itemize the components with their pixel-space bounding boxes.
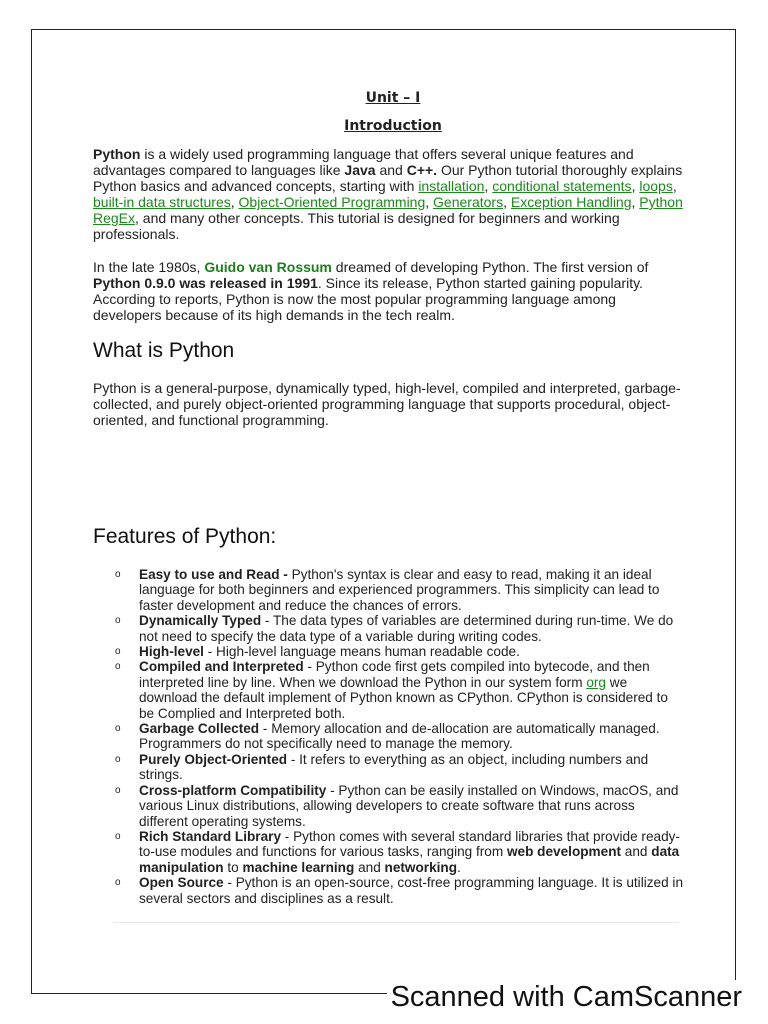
java-bold: Java: [344, 162, 376, 178]
feature-title: Compiled and Interpreted: [139, 659, 304, 675]
link-generators[interactable]: Generators: [433, 194, 504, 210]
link-built-in-data-structures[interactable]: built-in data structures: [93, 194, 231, 210]
feature-title: Dynamically Typed: [139, 613, 262, 629]
guido-van-rossum: Guido van Rossum: [204, 259, 332, 275]
what-is-python-heading: What is Python: [93, 339, 235, 362]
feature-item: [93, 752, 683, 783]
bullet-icon: o: [115, 830, 121, 842]
intro-paragraph: Python is a widely used programming language that offers several unique features and advantages compared to languages like Java and C++. Our Python tutorial thoroughly explains Python basics and advanced concepts, starting with installation, conditional statements, loops, built-in data structures, Object-Oriented Programming, Generators, Exception Handling, Python RegEx, and many other concepts. This tutorial is designed for beginners and working professionals.: [93, 146, 683, 242]
python-bold: Python: [93, 146, 141, 162]
bullet-icon: o: [115, 877, 121, 889]
history-text-2: dreamed of developing Python. The first version of: [331, 259, 649, 275]
feature-item: [93, 613, 683, 644]
intro-text-2: and: [375, 162, 407, 178]
document-content: [93, 88, 683, 906]
feature-item: [93, 875, 683, 906]
bullet-icon: o: [115, 723, 121, 735]
feature-text: - Python comes with several standard libraries that provide ready-to-use modules and functions for various tasks, ranging from: [139, 828, 680, 860]
history-paragraph: [93, 259, 683, 323]
feature-text: - It refers to everything as an object, including numbers and strings.: [139, 751, 649, 783]
feature-bold-term: machine learning: [242, 859, 355, 875]
feature-text: - Python code first gets compiled into bytecode, and then interpreted line by line. When we download the Python in our system form: [139, 659, 650, 690]
link-loops[interactable]: loops: [639, 178, 673, 194]
features-list: [93, 567, 683, 906]
feature-item: [93, 644, 683, 659]
feature-title: Cross-platform Compatibility: [139, 782, 327, 798]
bullet-icon: o: [115, 753, 121, 765]
feature-item: [93, 659, 683, 721]
cpp-bold: C++.: [406, 162, 438, 178]
feature-text: and: [354, 859, 385, 875]
link-exception-handling[interactable]: Exception Handling: [510, 194, 632, 210]
link-conditional-statements[interactable]: conditional statements: [492, 178, 632, 194]
feature-text: Python's syntax is clear and easy to read, making it an ideal language for both beginners and experienced programmers. This simplicity can lead to faster development and reduce the chances of errors.: [139, 567, 660, 613]
feature-bold-term: web development: [506, 844, 622, 860]
feature-text: .: [457, 859, 461, 875]
intro-text-3: Our Python tutorial thoroughly explains Python basics and advanced concepts, starting with: [93, 162, 683, 194]
link-installation[interactable]: installation: [418, 178, 485, 194]
feature-text: - Python is an open-source, cost-free programming language. It is utilized in several sectors and disciplines as a result.: [139, 875, 684, 906]
introduction-heading: Introduction: [344, 118, 442, 134]
feature-text: - High-level language means human readable code.: [203, 644, 520, 660]
feature-title: Open Source: [139, 875, 224, 891]
bullet-icon: o: [115, 646, 121, 658]
history-text-1: In the late 1980s,: [93, 259, 205, 275]
feature-title: Rich Standard Library: [139, 828, 282, 844]
feature-bold-term: networking: [384, 859, 458, 875]
bullet-icon: o: [115, 569, 121, 580]
feature-item: [93, 721, 683, 752]
feature-item: [93, 829, 683, 875]
link-org[interactable]: org: [586, 674, 606, 690]
features-heading: Features of Python:: [93, 525, 277, 548]
feature-text: we download the default implement of Python known as CPython. CPython is considered to be Complied and Interpreted both.: [139, 674, 668, 721]
feature-item: [93, 783, 683, 829]
feature-text: to: [223, 859, 243, 875]
history-text-3: . Since its release, Python started gaining popularity. According to reports, Python is now the most popular programming language among developers because of its high demands in the tech realm.: [93, 275, 643, 323]
feature-text: and: [621, 844, 652, 860]
link-object-oriented-programming[interactable]: Object-Oriented Programming: [238, 194, 426, 210]
release-bold: Python 0.9.0 was released in 1991: [93, 275, 318, 291]
link-python-regex[interactable]: Python RegEx: [93, 194, 683, 226]
feature-text: - Memory allocation and de-allocation are automatically managed. Programmers do not specifically need to manage the memory.: [139, 721, 660, 752]
feature-title: Purely Object-Oriented: [139, 751, 288, 767]
bullet-icon: o: [115, 615, 121, 627]
feature-text: - Python can be easily installed on Windows, macOS, and various Linux distributions, allowing developers to create software that runs across different operating systems.: [139, 782, 679, 829]
feature-item: [93, 567, 683, 613]
intro-text-1: is a widely used programming language that offers several unique features and advantages compared to languages like: [93, 146, 634, 178]
feature-title: High-level: [139, 644, 204, 660]
what-is-python-paragraph: Python is a general-purpose, dynamically typed, high-level, compiled and interpreted, garbage-collected, and purely object-oriented programming language that supports procedural, object-oriented, and functional programming.: [93, 380, 681, 428]
feature-title: Easy to use and Read -: [139, 567, 288, 582]
horizontal-rule: [113, 922, 679, 923]
unit-heading: Unit – I: [365, 90, 421, 106]
camscanner-watermark: Scanned with CamScanner: [387, 980, 746, 1014]
feature-text: - The data types of variables are determined during run-time. We do not need to specify the data type of a variable during writing codes.: [139, 613, 674, 644]
bullet-icon: o: [115, 661, 121, 673]
feature-bold-term: data manipulation: [139, 844, 680, 875]
bullet-icon: o: [115, 784, 121, 796]
intro-text-4: , and many other concepts. This tutorial is designed for beginners and working professionals.: [93, 210, 620, 242]
feature-title: Garbage Collected: [139, 721, 260, 737]
